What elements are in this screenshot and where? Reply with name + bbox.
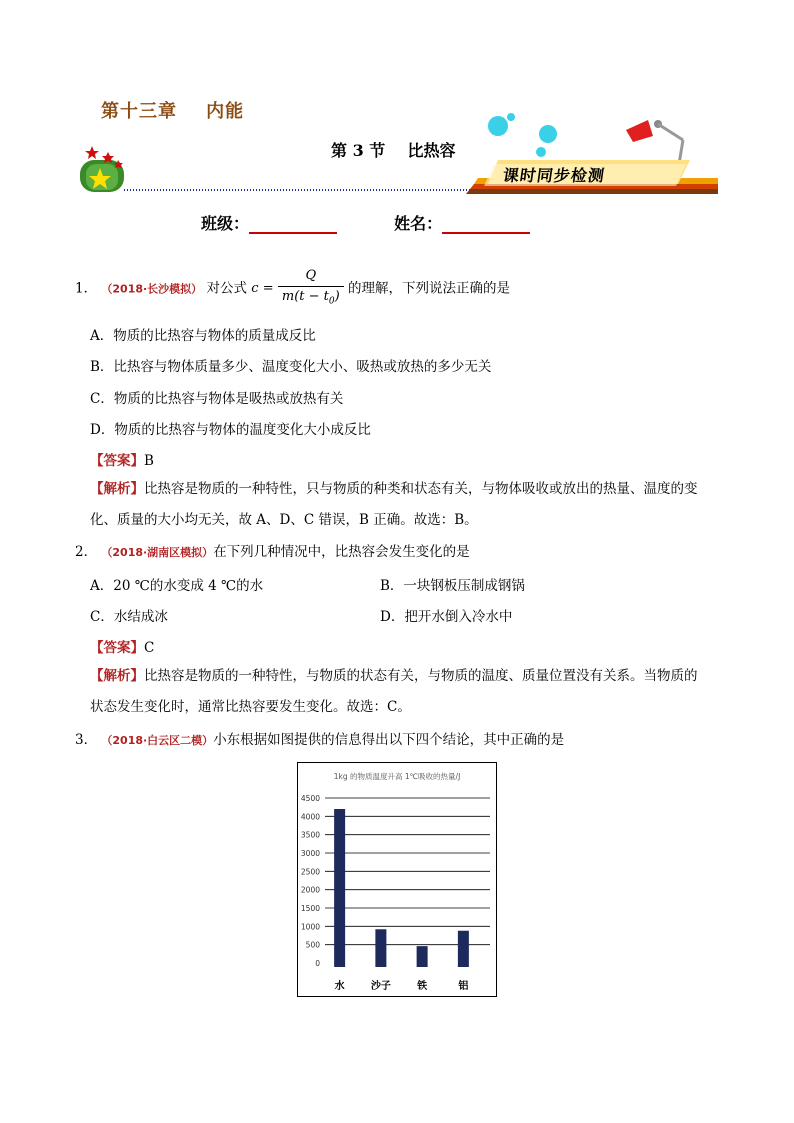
option-d: D．物质的比热容与物体的温度变化大小成反比	[90, 422, 371, 438]
formula-denominator	[278, 287, 344, 312]
question-source: （2018·白云区二模）	[101, 734, 214, 747]
banner-title: 课时同步检测	[501, 166, 607, 185]
question-2-stem	[75, 542, 470, 563]
name-blank[interactable]	[442, 232, 530, 234]
denominator-text: m(t − t	[281, 289, 329, 304]
question-number: 2．	[75, 544, 98, 560]
option-d: D．把开水倒入冷水中	[380, 609, 513, 625]
question-number: 1．	[75, 280, 98, 297]
analysis-line	[90, 474, 740, 505]
answer-tag: 【答案】	[90, 453, 144, 469]
analysis-tag: 【解析】	[90, 481, 144, 497]
answer-value: C	[144, 640, 155, 656]
x-tick-label: 铁	[417, 981, 428, 992]
answer-value: B	[144, 453, 154, 469]
analysis-text: 比热容是物质的一种特性，与物质的状态有关，与物质的温度、质量位置没有关系。当物质的	[144, 668, 698, 684]
bar	[417, 946, 428, 967]
stem-text: 对公式	[206, 280, 247, 297]
formula-numerator: Q	[278, 266, 344, 287]
x-tick-label: 沙子	[370, 981, 391, 992]
option-a: A．物质的比热容与物体的质量成反比	[90, 328, 316, 344]
y-tick-label: 1000	[300, 922, 320, 932]
analysis-text: 比热容是物质的一种特性，只与物质的种类和状态有关，与物体吸收或放出的热量、温度的变	[144, 481, 698, 497]
y-tick-label: 4500	[300, 794, 320, 803]
analysis-line	[90, 692, 740, 723]
analysis-1	[90, 474, 740, 536]
y-tick-label: 500	[305, 940, 320, 950]
y-tick-label: 1500	[300, 904, 320, 913]
class-label: 班级：	[201, 214, 250, 233]
question-1-stem	[75, 266, 510, 312]
bar	[375, 929, 386, 967]
bubble-icon	[488, 116, 508, 136]
star-badge-icon	[80, 146, 124, 192]
section-title: 第 3 节 比热容	[331, 141, 456, 160]
y-tick-label: 3500	[300, 830, 320, 840]
stem-text: 小东根据如图提供的信息得出以下四个结论，其中正确的是	[213, 732, 565, 748]
bubble-icon	[539, 125, 557, 143]
x-tick-label: 铝	[458, 981, 469, 992]
x-tick-label: 水	[334, 981, 345, 992]
student-info	[201, 211, 530, 234]
bar	[334, 809, 345, 967]
class-blank[interactable]	[249, 232, 337, 234]
analysis-line	[90, 505, 740, 536]
y-tick-label: 4000	[300, 812, 320, 822]
formula-lhs: c =	[251, 280, 274, 296]
chapter-title: 第十三章 内能	[101, 101, 245, 122]
option-b: B．一块钢板压制成钢锅	[380, 578, 525, 594]
bar	[458, 931, 469, 967]
analysis-tag: 【解析】	[90, 668, 144, 684]
chart-frame	[297, 762, 497, 997]
heat-capacity-chart	[298, 763, 496, 996]
name-label: 姓名：	[394, 214, 443, 233]
bubble-icon	[507, 113, 515, 121]
option-a: A．20 ℃的水变成 4 ℃的水	[90, 578, 264, 594]
answer-1	[90, 449, 154, 469]
denominator-end: )	[334, 289, 340, 304]
y-tick-label: 0	[315, 959, 320, 968]
answer-2	[90, 636, 154, 656]
option-c: C．物质的比热容与物体是吸热或放热有关	[90, 391, 344, 407]
y-tick-label: 3000	[300, 849, 320, 858]
formula	[251, 266, 343, 312]
option-b: B．比热容与物体质量多少、温度变化大小、吸热或放热的多少无关	[90, 359, 492, 375]
stem-text: 的理解，下列说法正确的是	[348, 280, 511, 297]
denominator-subscript: 0	[328, 296, 335, 307]
analysis-text: 化、质量的大小均无关，故 A、D、C 错误，B 正确。故选：B。	[90, 512, 478, 528]
question-3-stem	[75, 730, 564, 751]
stem-text: 在下列几种情况中，比热容会发生变化的是	[213, 544, 470, 560]
chart-title: 1kg 的物质温度升高 1℃吸收的热量/J	[333, 772, 461, 781]
question-number: 3．	[75, 732, 98, 748]
analysis-text: 状态发生变化时，通常比热容要发生变化。故选：C。	[90, 699, 411, 715]
bubble-icon	[536, 147, 546, 157]
formula-fraction	[278, 266, 344, 312]
answer-tag: 【答案】	[90, 640, 144, 656]
option-c: C．水结成冰	[90, 609, 168, 625]
analysis-line	[90, 661, 740, 692]
analysis-2	[90, 661, 740, 723]
question-source: （2018·湖南区模拟）	[101, 546, 214, 559]
question-source: （2018·长沙模拟）	[101, 282, 203, 296]
y-tick-label: 2000	[300, 885, 320, 895]
y-tick-label: 2500	[300, 867, 320, 877]
